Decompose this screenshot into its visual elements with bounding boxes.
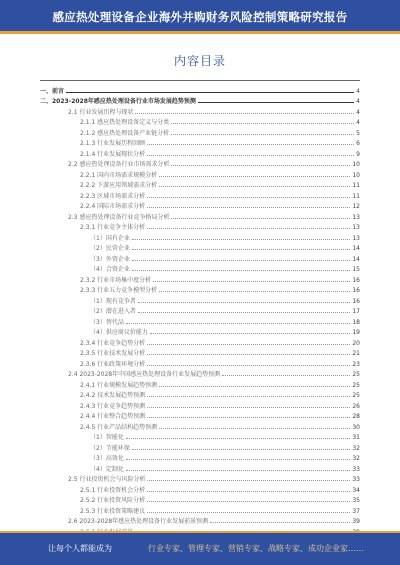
toc-leader-dots [147,364,350,366]
toc-entry-title: 2.4.5 行业产品结构趋势预测 [80,423,158,431]
toc-entry-title: 2.1 行业发展历程与现状 [68,108,134,116]
toc-entry[interactable] [40,116,360,127]
toc-entry-title: 二、2023-2028年感应热处理设备行业市场发展趋势预测 [40,98,196,105]
toc-entry-title: 2.3 感应热处理设备行业竞争格局分析 [68,213,170,221]
toc-leader-dots [147,395,350,397]
toc-leader-dots [159,185,350,187]
toc-entry[interactable] [40,210,360,221]
toc-entry-page: 28 [352,413,360,420]
toc-entry-page: 32 [352,444,360,452]
toc-entry[interactable] [40,483,360,494]
toc-entry-page: 14 [352,255,360,263]
toc-leader-dots [132,248,351,250]
toc-entry[interactable] [40,431,360,442]
toc-entry-page: 16 [352,297,360,305]
toc-entry-title: 2.2.3 区域市场需求分析 [80,192,146,200]
toc-leader-dots [150,332,351,334]
toc-leader-dots [132,259,351,261]
toc-entry-title: （1）现有竞争者 [90,297,136,305]
toc-leader-dots [210,521,350,523]
toc-leader-dots [147,196,350,198]
toc-entry[interactable] [40,336,360,347]
toc-entry-title: 2.4 2023-2028年中国感应热处理设备行业发展趋势预测 [68,371,221,378]
toc-entry-page: 18 [352,318,360,326]
toc-leader-dots [147,206,350,208]
toc-entry-title: （4）合资企业 [90,266,130,273]
toc-entry-page: 6 [356,140,360,147]
toc-entry-title: 2.1.3 行业发展历程回顾 [80,140,146,147]
toc-entry-page: 34 [352,486,360,494]
toc-entry-page: 13 [352,224,360,231]
toc-entry-title: 2.3.6 行业政策环境分析 [80,360,146,368]
toc-leader-dots [135,112,354,114]
toc-entry[interactable] [40,158,360,169]
toc-leader-dots [153,280,350,282]
toc-entry[interactable] [40,378,360,389]
toc-leader-dots [171,122,354,124]
toc-entry-page: 31 [352,434,360,441]
toc-entry-page: 10 [352,171,360,179]
toc-entry-title: 2.4.1 行业规模发展趋势预测 [80,381,158,389]
toc-entry[interactable] [40,410,360,421]
toc-leader-dots [147,500,350,502]
toc-entry-title: 2.1.1 感应热处理设备定义与分类 [80,119,170,126]
toc-leader-dots [132,448,351,450]
toc-entry[interactable] [40,305,360,316]
toc-entry-page: 10 [352,161,360,168]
toc-entry-page: 11 [352,182,360,189]
toc-entry-page: 4 [356,98,360,105]
toc-leader-dots [66,91,354,93]
toc-entry[interactable] [40,420,360,431]
toc-entry[interactable] [40,168,360,179]
toc-entry[interactable] [40,389,360,400]
toc-entry-title: 一、前言 [40,87,65,95]
toc-entry-title: 2.1.4 行业发展现状分析 [80,150,146,158]
toc-entry-page: 26 [352,402,360,410]
toc-entry-page: 13 [352,234,360,242]
toc-entry[interactable] [40,221,360,232]
report-title: 感应热处理设备企业海外并购财务风险控制策略研究报告 [52,10,348,24]
toc-entry-title: 2.3.2 行业市场集中度分析 [80,276,152,284]
toc-entry-page: 5 [356,129,360,137]
toc-heading: 内容目录 [173,54,226,68]
toc-entry-page: 33 [352,476,360,483]
toc-entry[interactable] [40,84,360,95]
toc-entry-page: 25 [352,371,360,378]
toc-entry-page: 39 [352,518,360,525]
report-header [0,0,400,34]
toc-entry-title: 2.3.1 行业竞争主体分析 [80,224,146,231]
toc-entry[interactable] [40,137,360,148]
toc-entry-title: 2.4.2 技术发展趋势预测 [80,392,146,399]
toc-entry-page: 13 [352,213,360,221]
toc-entry-page: 19 [352,329,360,336]
toc-entry-page: 17 [352,308,360,315]
toc-leader-dots [171,164,350,166]
toc-leader-dots [147,353,350,355]
toc-entry[interactable] [40,504,360,515]
footer-accent-stripe [0,531,400,533]
toc-entry-page: 37 [352,507,360,515]
toc-entry-title: （4）定制化 [90,465,124,473]
toc-entry-page: 12 [352,203,360,210]
toc-entry[interactable] [40,179,360,190]
toc-entry-title: 2.2.4 国际市场需求分析 [80,203,146,210]
toc-entry-title: （3）替代品 [90,318,124,326]
toc-leader-dots [171,217,350,219]
toc-entry[interactable] [40,326,360,337]
toc-entry-title: 2.3.5 行业技术发展分析 [80,350,146,357]
toc-entry[interactable] [40,242,360,253]
toc-entry[interactable] [40,452,360,463]
toc-entry-page: 32 [352,455,360,462]
toc-leader-dots [159,290,350,292]
toc-entry-title: 2.5.1 行业投资机会分析 [80,486,146,494]
toc-entry-title: （1）智能化 [90,434,124,441]
toc-leader-dots [132,238,351,240]
toc-entry-page: 30 [352,423,360,431]
toc-entry-title: 2.6 2023-2028年感应热处理设备行业发展前景预测 [68,518,209,525]
toc-entry-page: 20 [352,339,360,347]
toc-entry[interactable] [40,347,360,358]
toc-entry-title: 2.5.3 行业投资策略建议 [80,507,146,515]
toc-entry-title: （1）国有企业 [90,234,130,242]
footer-slogan-left: 让每个人都能成为 [48,544,112,553]
report-footer [0,531,400,565]
toc-entry-title: 2.2.2 下游应用领域需求分析 [80,182,158,189]
toc-leader-dots [147,227,350,229]
toc-entry-page: 16 [352,287,360,294]
toc-entry-title: 2.4.3 行业竞争趋势预测 [80,402,146,410]
toc-leader-dots [126,322,351,324]
toc-leader-dots [132,269,351,271]
toc-leader-dots [147,143,354,145]
toc-leader-dots [198,101,354,103]
toc-leader-dots [147,511,350,513]
toc-entry[interactable] [40,294,360,305]
toc-entry[interactable] [40,263,360,274]
toc-entry[interactable] [40,315,360,326]
toc-leader-dots [126,458,351,460]
toc-leader-dots [159,385,350,387]
toc-entry-page: 15 [352,266,360,273]
toc-entry-title: 2.3.3 行业五力竞争模型分析 [80,287,158,294]
toc-entry-title: 2.1.2 感应热处理设备产业链分析 [80,129,170,137]
toc-entry[interactable] [40,273,360,284]
toc-entry-page: 4 [356,108,360,116]
toc-entry-title: （3）高效化 [90,455,124,462]
toc-entry-title: 2.5 行业投资机会与风险分析 [68,476,146,483]
toc-entry-title: 2.2 感应热处理设备行业市场需求分析 [68,161,170,168]
toc-entry[interactable] [40,494,360,505]
toc-entry[interactable] [40,368,360,379]
toc-divider [40,80,360,81]
toc-entry[interactable] [40,147,360,158]
toc-entry-page: 11 [352,192,360,200]
toc-entry[interactable] [40,399,360,410]
toc-entry-title: （2）节能环保 [90,444,130,452]
toc-leader-dots [126,469,351,471]
footer-slogan-right: 行业专家、管理专家、营销专家、战略专家、成功企业家…… [148,544,364,553]
table-of-contents [40,84,360,536]
toc-leader-dots [147,416,350,418]
toc-entry[interactable] [40,284,360,295]
toc-entry[interactable] [40,441,360,452]
toc-leader-dots [147,343,350,345]
toc-entry[interactable] [40,252,360,263]
toc-entry-title: （2）潜在进入者 [90,308,136,315]
toc-entry[interactable] [40,357,360,368]
toc-entry-page: 4 [356,119,360,126]
toc-entry-page: 14 [352,245,360,252]
toc-entry[interactable] [40,95,360,106]
toc-leader-dots [147,406,350,408]
toc-leader-dots [159,175,350,177]
toc-leader-dots [147,479,350,481]
toc-entry-page: 35 [352,497,360,504]
toc-entry-title: 2.5.2 行业投资风险分析 [80,497,146,504]
toc-entry-title: （4）供应商议价能力 [90,329,148,336]
toc-entry-page: 25 [352,381,360,389]
toc-entry-page: 23 [352,360,360,368]
toc-leader-dots [126,437,351,439]
toc-leader-dots [138,301,351,303]
toc-entry[interactable] [40,462,360,473]
toc-leader-dots [222,374,350,376]
toc-entry-title: 2.3.4 行业竞争趋势分析 [80,339,146,347]
toc-entry-page: 21 [352,350,360,357]
toc-leader-dots [147,154,354,156]
toc-entry[interactable] [40,189,360,200]
toc-entry-page: 4 [356,87,360,95]
toc-entry[interactable] [40,105,360,116]
toc-entry-title: （2）民营企业 [90,245,130,252]
toc-entry[interactable] [40,515,360,526]
toc-leader-dots [147,490,350,492]
toc-leader-dots [138,311,351,313]
toc-entry[interactable] [40,200,360,211]
toc-entry[interactable] [40,473,360,484]
toc-entry[interactable] [40,231,360,242]
toc-leader-dots [159,427,350,429]
toc-entry-page: 33 [352,465,360,473]
toc-entry-page: 16 [352,276,360,284]
toc-entry-page: 25 [352,392,360,399]
toc-entry-title: （3）外资企业 [90,255,130,263]
toc-entry-page: 9 [356,150,360,158]
header-accent-stripe [0,31,400,34]
toc-leader-dots [171,133,354,135]
toc-entry[interactable] [40,126,360,137]
toc-entry-title: 2.2.1 国内市场需求规模分析 [80,171,158,179]
toc-entry-title: 2.4.4 行业整合趋势预测 [80,413,146,420]
